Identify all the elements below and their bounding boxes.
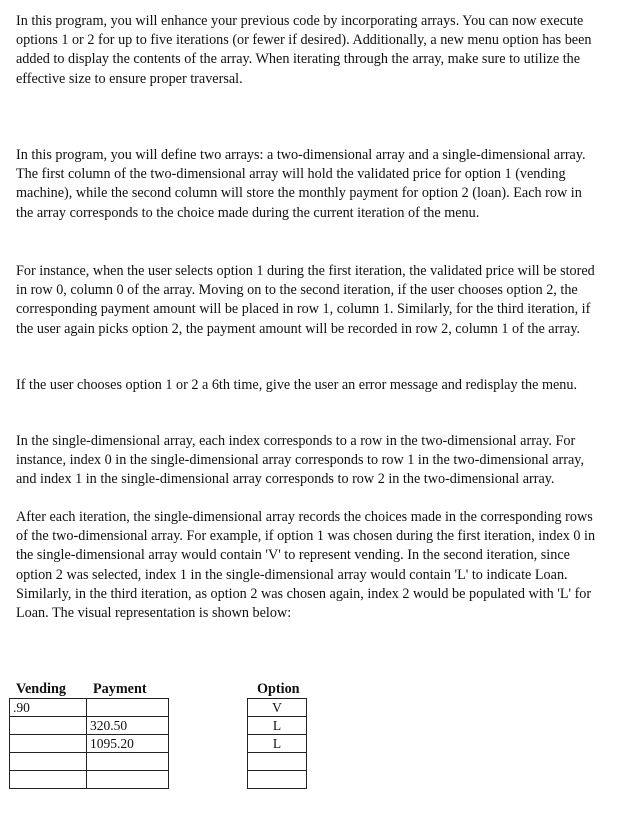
option-column-header: Option [257,681,300,697]
table-cell: .90 [10,699,87,717]
paragraph-error-rule: If the user chooses option 1 or 2 a 6th time, give the user an error message and redisplay the menu. [16,377,578,393]
table-row [248,753,307,771]
paragraph-iteration-records: After each iteration, the single-dimensional array records the choices made in the corresponding rows of the two-dimensional array. For example, if option 1 was chosen during the first iteration, index 0 in the single-dimensional array would contain 'V' to represent vending. In the second iteration, since option 2 was selected, index 1 in the single-dimensional array would contain 'L' to indicate Loan. Similarly, in the third iteration, as option 2 was chosen again, index 2 would be populated with 'L' for Loan. The visual representation is shown below: [16,509,596,622]
paragraph-example: For instance, when the user selects option 1 during the first iteration, the validated price will be stored in row 0, column 0 of the array. Moving on to the second iteration, if the user chooses option 2, the corresponding payment amount will be placed in row 1, column 1. Similarly, for the third iteration, if the user again picks option 2, the payment amount will be recorded in row 2, column 1 of the array. [16,263,595,337]
table-cell: V [248,699,307,717]
table-cell [10,753,87,771]
single-dimensional-array-table [247,698,307,789]
table-cell: 320.50 [87,717,169,735]
paragraph-intro: In this program, you will enhance your previous code by incorporating arrays. You can now execute options 1 or 2 for up to five iterations (or fewer if desired). Additionally, a new menu option has been added to display the contents of the array. When iterating through the array, make sure to utilize the effective size to ensure proper traversal. [16,13,592,87]
table-cell: 1095.20 [87,735,169,753]
table-cell [10,735,87,753]
table-row [10,717,169,735]
table-cell [10,717,87,735]
table-cell [10,771,87,789]
table-cell [87,771,169,789]
table-row [248,735,307,753]
paragraph-single-array: In the single-dimensional array, each index corresponds to a row in the two-dimensional array. For instance, index 0 in the single-dimensional array corresponds to row 1 in the two-dimensional array, and index 1 in the single-dimensional array corresponds to row 2 in the two-dimensional array. [16,433,585,488]
table-row [10,735,169,753]
table-cell [248,771,307,789]
table-row [248,771,307,789]
table-row [10,771,169,789]
payment-column-header: Payment [93,681,147,697]
paragraph-array-definition: In this program, you will define two arrays: a two-dimensional array and a single-dimensional array. The first column of the two-dimensional array will hold the validated price for option 1 (vending machine), while the second column will store the monthly payment for option 2 (loan). Each row in the array corresponds to the choice made during the current iteration of the menu. [16,147,586,221]
table-cell [248,753,307,771]
table-cell: L [248,717,307,735]
table-row [248,699,307,717]
table-cell [87,699,169,717]
table-cell: L [248,735,307,753]
table-cell [87,753,169,771]
vending-column-header: Vending [16,681,66,697]
table-row [10,753,169,771]
table-row [248,717,307,735]
two-dimensional-array-table [9,698,169,789]
table-row [10,699,169,717]
